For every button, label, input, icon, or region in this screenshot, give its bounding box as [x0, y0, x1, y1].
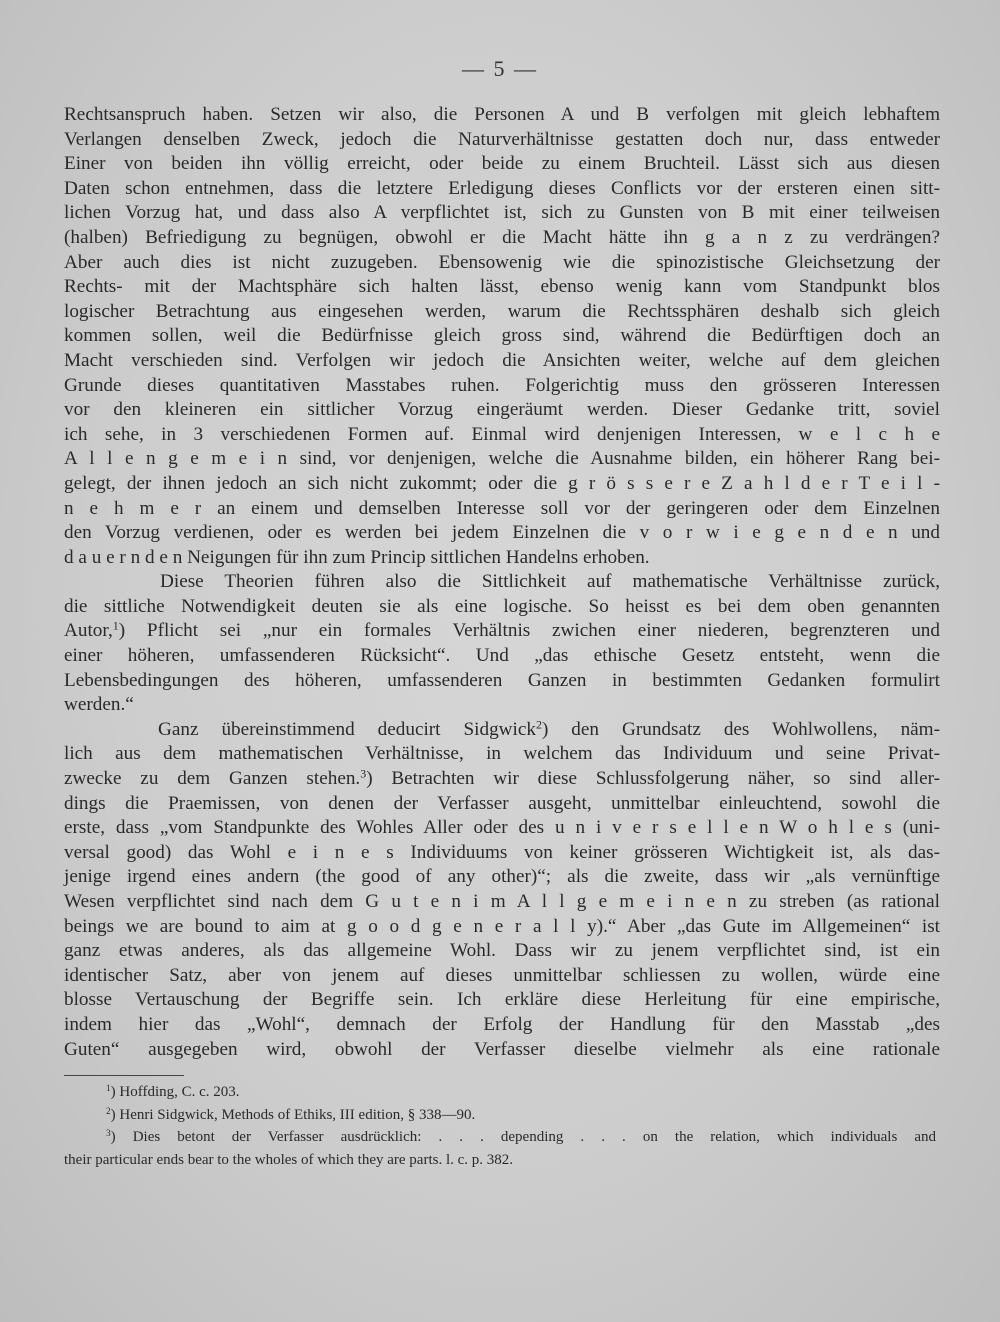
text-line: A l l e n g e m e i n sind, vor denjenigen, welche die Ausnahme bilden, ein höherer Rang bei-	[64, 448, 940, 470]
text-line: zwecke zu dem Ganzen stehen.$^3$) Betrachten wir diese Schlussfolgerung näher, so sind aller-	[64, 766, 940, 790]
text-line: dings die Praemissen, von denen der Verfasser ausgeht, unmittelbar einleuchtend, sowohl die	[64, 792, 940, 814]
text-line: Verlangen denselben Zweck, jedoch die Naturverhältnisse gestatten doch nur, dass entweder	[64, 128, 940, 150]
text-line: Daten schon entnehmen, dass die letztere Erledigung dieses Conflicts vor der ersteren einen sitt-	[64, 177, 940, 199]
text-line: Guten“ ausgegeben wird, obwohl der Verfasser dieselbe vielmehr als eine rationale	[64, 1038, 940, 1060]
text-line: beings we are bound to aim at g o o d g e n e r a l l y).“ Aber „das Gute im Allgemeinen“ ist	[64, 915, 940, 937]
footnotes	[64, 1081, 936, 1171]
text-line: n e h m e r an einem und demselben Interesse soll vor der geringeren oder dem Einzelnen	[64, 497, 940, 519]
text-line: (halben) Befriedigung zu begnügen, obwohl er die Macht hätte ihn g a n z zu verdrängen?	[64, 226, 940, 248]
text-line: lich aus dem mathematischen Verhältnisse, in welchem das Individuum und seine Privat-	[64, 743, 940, 765]
body-text	[64, 103, 940, 1062]
text-line: jenige irgend eines andern (the good of any other)“; als die zweite, dass wir „als vernünftige	[64, 866, 940, 888]
text-line: identischer Satz, aber von jenem auf dieses unmittelbar schliessen zu wollen, würde eine	[64, 964, 940, 986]
text-line: Lebensbedingungen des höheren, umfassenderen Ganzen in bestimmten Gedanken formulirt	[64, 669, 940, 691]
text-line: kommen sollen, weil die Bedürfnisse gleich gross sind, während die Bedürftigen doch an	[64, 325, 940, 347]
text-line: ich sehe, in 3 verschiedenen Formen auf. Einmal wird denjenigen Interessen, w e l c h e	[64, 423, 940, 445]
text-line: Aber auch dies ist nicht zuzugeben. Ebensowenig wie die spinozistische Gleichsetzung der	[64, 251, 940, 273]
text-line: werden.“	[64, 694, 134, 716]
footnote-marker: 2	[106, 1106, 111, 1117]
text-line: logischer Betrachtung aus eingesehen werden, warum die Rechtssphären deshalb sich gleich	[64, 300, 940, 322]
footnote-line: $^2$) Henri Sidgwick, Methods of Ethiks, III edition, § 338—90.	[106, 1106, 476, 1123]
text-line: Diese Theorien führen also die Sittlichkeit auf mathematische Verhältnisse zurück,	[160, 571, 940, 593]
text-line: Macht verschieden sind. Verfolgen wir jedoch die Ansichten weiter, welche auf dem gleichen	[64, 349, 940, 371]
text-line: vor den kleineren ein sittlicher Vorzug eingeräumt werden. Dieser Gedanke tritt, soviel	[64, 399, 940, 421]
text-line: ganz etwas anderes, als das allgemeine Wohl. Dass wir zu jenem verpflichtet sind, ist ein	[64, 940, 940, 962]
text-line: indem hier das „Wohl“, demnach der Erfolg der Handlung für den Masstab „des	[64, 1013, 940, 1035]
text-line: gelegt, der ihnen jedoch an sich nicht zukommt; oder die g r ö s s e r e Z a h l d e r T e i l -	[64, 472, 940, 494]
footnote-line: their particular ends bear to the wholes of which they are parts. l. c. p. 382.	[64, 1151, 514, 1168]
text-line: Einer von beiden ihn völlig erreicht, oder beide zu einem Bruchteil. Lässt sich aus diesen	[64, 153, 940, 175]
footnote-marker: 3	[360, 766, 367, 781]
text-line: lichen Vorzug hat, und dass also A verpflichtet ist, sich zu Gunsten von B mit einer teilweisen	[64, 202, 940, 224]
text-line: einer höheren, umfassenderen Rücksicht“. Und „das ethische Gesetz entsteht, wenn die	[64, 645, 940, 667]
page-number: — 5 —	[462, 56, 538, 81]
footnote-marker: 1	[112, 618, 119, 633]
text-line: versal good) das Wohl e i n e s Individuums von keiner grösseren Wichtigkeit ist, als das-	[64, 841, 940, 863]
footnote-line: $^1$) Hoffding, C. c. 203.	[106, 1083, 240, 1100]
text-line: den Vorzug verdienen, oder es werden bei jedem Einzelnen die v o r w i e g e n d e n und	[64, 522, 940, 544]
text-line: Rechts- mit der Machtsphäre sich halten lässt, ebenso wenig kann vom Standpunkt blos	[64, 276, 940, 298]
footnote-marker: 3	[106, 1128, 111, 1139]
text-line: Grunde dieses quantitativen Masstabes ruhen. Folgerichtig muss den grösseren Interessen	[64, 374, 940, 396]
text-line: Wesen verpflichtet sind nach dem G u t e n i m A l l g e m e i n e n zu streben (as rational	[64, 891, 940, 912]
text-line: Rechtsanspruch haben. Setzen wir also, die Personen A und B verfolgen mit gleich lebhaftem	[64, 104, 940, 125]
text-line: Ganz übereinstimmend deducirt Sidgwick$^2$) den Grundsatz des Wohlwollens, näm-	[158, 717, 940, 740]
text-line: Autor,$^1$) Pflicht sei „nur ein formales Verhältnis zwichen einer niederen, begrenzteren und	[64, 618, 940, 642]
text-line: die sittliche Notwendigkeit deuten sie als eine logische. So heisst es bei dem oben genannten	[64, 595, 940, 617]
footnote-divider	[64, 1075, 184, 1076]
text-line: erste, dass „vom Standpunkte des Wohles Aller oder des u n i v e r s e l l e n W o h l e s (uni-	[64, 817, 940, 839]
footnote-marker: 2	[535, 717, 542, 732]
text-line: d a u e r n d e n Neigungen für ihn zum Princip sittlichen Handelns erhoben.	[64, 546, 650, 568]
footnote-line: $^3$) Dies betont der Verfasser ausdrücklich: . . . depending . . . on the relation, which individuals and	[106, 1128, 936, 1145]
footnote-marker: 1	[106, 1083, 111, 1094]
text-line: blosse Vertauschung der Begriffe sein. Ich erkläre diese Herleitung für eine empirische,	[64, 989, 940, 1011]
